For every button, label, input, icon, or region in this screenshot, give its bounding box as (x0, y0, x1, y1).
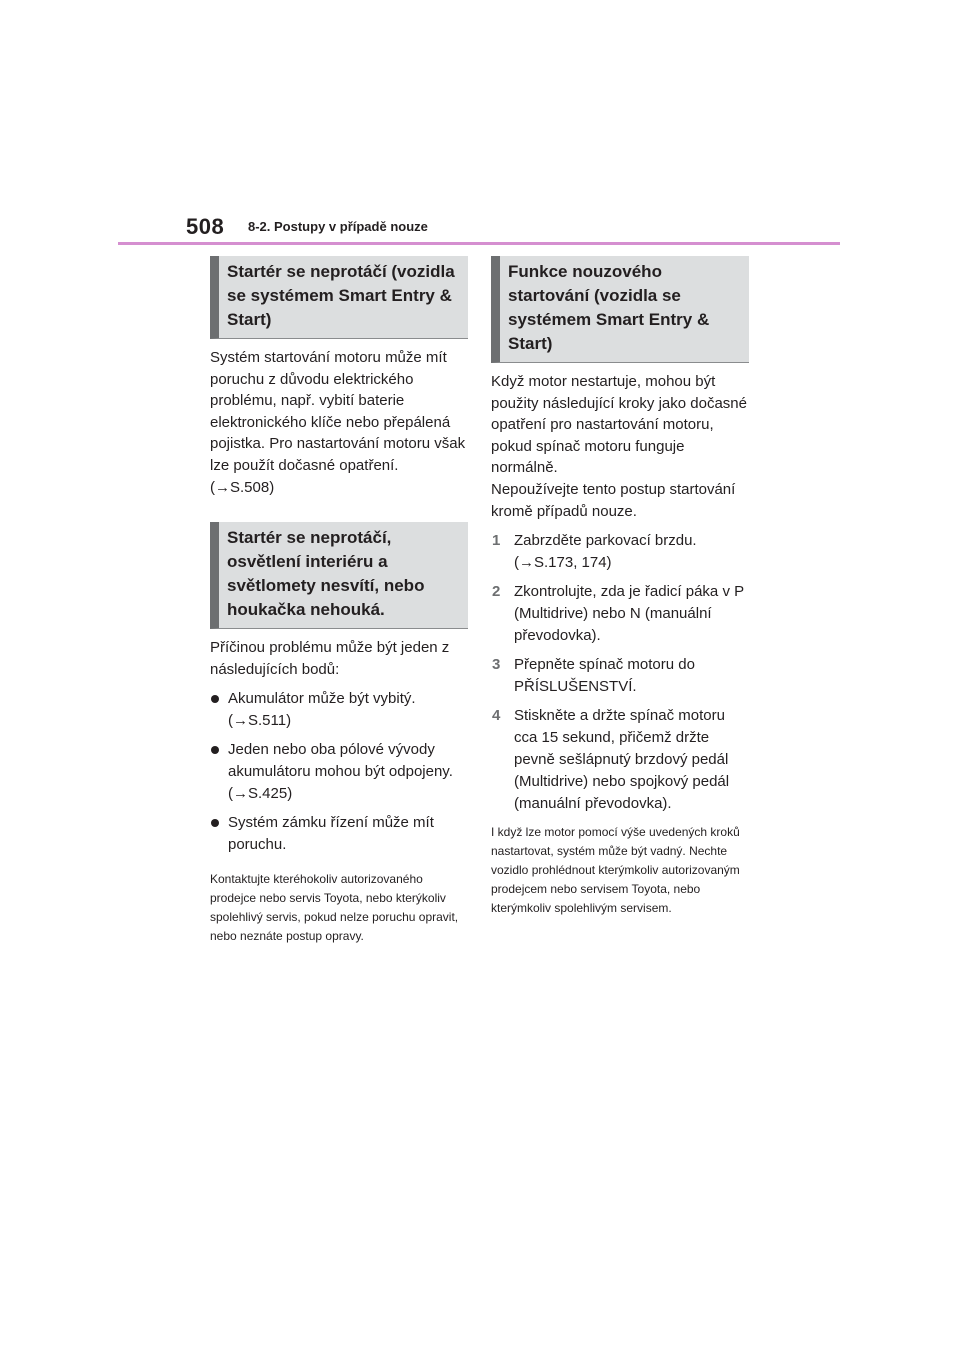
step-text: Stiskněte a držte spínač motoru cca 15 sekund, přičemž držte pevně sešlápnutý brzdový pedál (Multidrive) nebo spojkový pedál (manuální převodovka). (514, 707, 730, 813)
list-item (491, 581, 749, 647)
list-item (491, 654, 749, 698)
step-number: 4 (492, 707, 501, 725)
page-reference: (→S.511) (228, 712, 292, 730)
step-text: Zabrzděte parkovací brzdu. (514, 532, 697, 550)
note-contact-dealer: Kontaktujte kteréhokoliv autorizovaného prodejce nebo servis Toyota, nebo kterýkoliv spolehlivý servis, pokud nelze poruchu opravit, nebo neznáte postup opravy. (210, 872, 459, 944)
paragraph-text: Systém startování motoru může mít poruchu z důvodu elektrického problému, např. vybití baterie elektronického klíče nebo přepálená pojistka. Pro nastartování motoru však lze použít dočasné opatření. (210, 349, 466, 474)
paragraph-possible-causes: Příčinou problému může být jeden z následujících bodů: (210, 639, 450, 678)
list-item (491, 705, 749, 815)
paragraph-emergency-warning: Nepoužívejte tento postup startování kromě případů nouze. (491, 480, 736, 520)
step-text: Přepněte spínač motoru do PŘÍSLUŠENSTVÍ. (514, 656, 695, 696)
list-item (491, 530, 749, 574)
list-item (210, 688, 468, 732)
step-number: 1 (492, 532, 501, 550)
note-system-may-be-faulty: I když lze motor pomocí výše uvedených kroků nastartovat, systém může být vadný. Nechte vozidlo prohlédnout kterýmkoliv autorizovaným prodejcem nebo servisem Toyota, nebo kterýmkoliv spolehlivým servisem. (491, 825, 740, 916)
list-item-text: Jeden nebo oba pólové vývody akumulátoru mohou být odpojeny. (228, 741, 453, 781)
step-text: Zkontrolujte, zda je řadicí páka v P (Multidrive) nebo N (manuální převodovka). (514, 583, 744, 645)
page-number: 508 (186, 214, 225, 239)
step-number: 3 (492, 656, 501, 674)
page-reference: (→S.173, 174) (514, 554, 612, 572)
paragraph-emergency-intro: Když motor nestartuje, mohou být použity následující kroky jako dočasné opatření pro nastartování motoru, pokud spínač motoru funguje normálně. (491, 373, 747, 477)
step-list (491, 530, 749, 815)
cause-list (210, 688, 468, 856)
section-title: 8-2. Postupy v případě nouze (248, 219, 428, 234)
list-item-text: Systém zámku řízení může mít poruchu. (228, 814, 434, 854)
heading-emergency-start: Funkce nouzového startování (vozidla se systémem Smart Entry & Start) (491, 256, 749, 363)
heading-starter-not-cranking: Startér se neprotáčí (vozidla se systémem Smart Entry & Start) (210, 256, 468, 339)
page-reference: (→S.425) (228, 785, 293, 803)
bullet-icon (211, 819, 219, 827)
list-item-text: Akumulátor může být vybitý. (228, 690, 416, 708)
paragraph-starter-cause (210, 347, 468, 498)
list-item (210, 739, 468, 805)
right-column (491, 256, 749, 918)
list-item (210, 812, 468, 856)
bullet-icon (211, 695, 219, 703)
page-reference: (→S.508) (210, 478, 275, 496)
bullet-icon (211, 746, 219, 754)
header-rule (118, 242, 840, 245)
step-number: 2 (492, 583, 501, 601)
left-column (210, 256, 468, 946)
heading-no-lights-no-horn: Startér se neprotáčí, osvětlení interiéru a světlomety nesvítí, nebo houkačka nehouká. (210, 522, 468, 629)
